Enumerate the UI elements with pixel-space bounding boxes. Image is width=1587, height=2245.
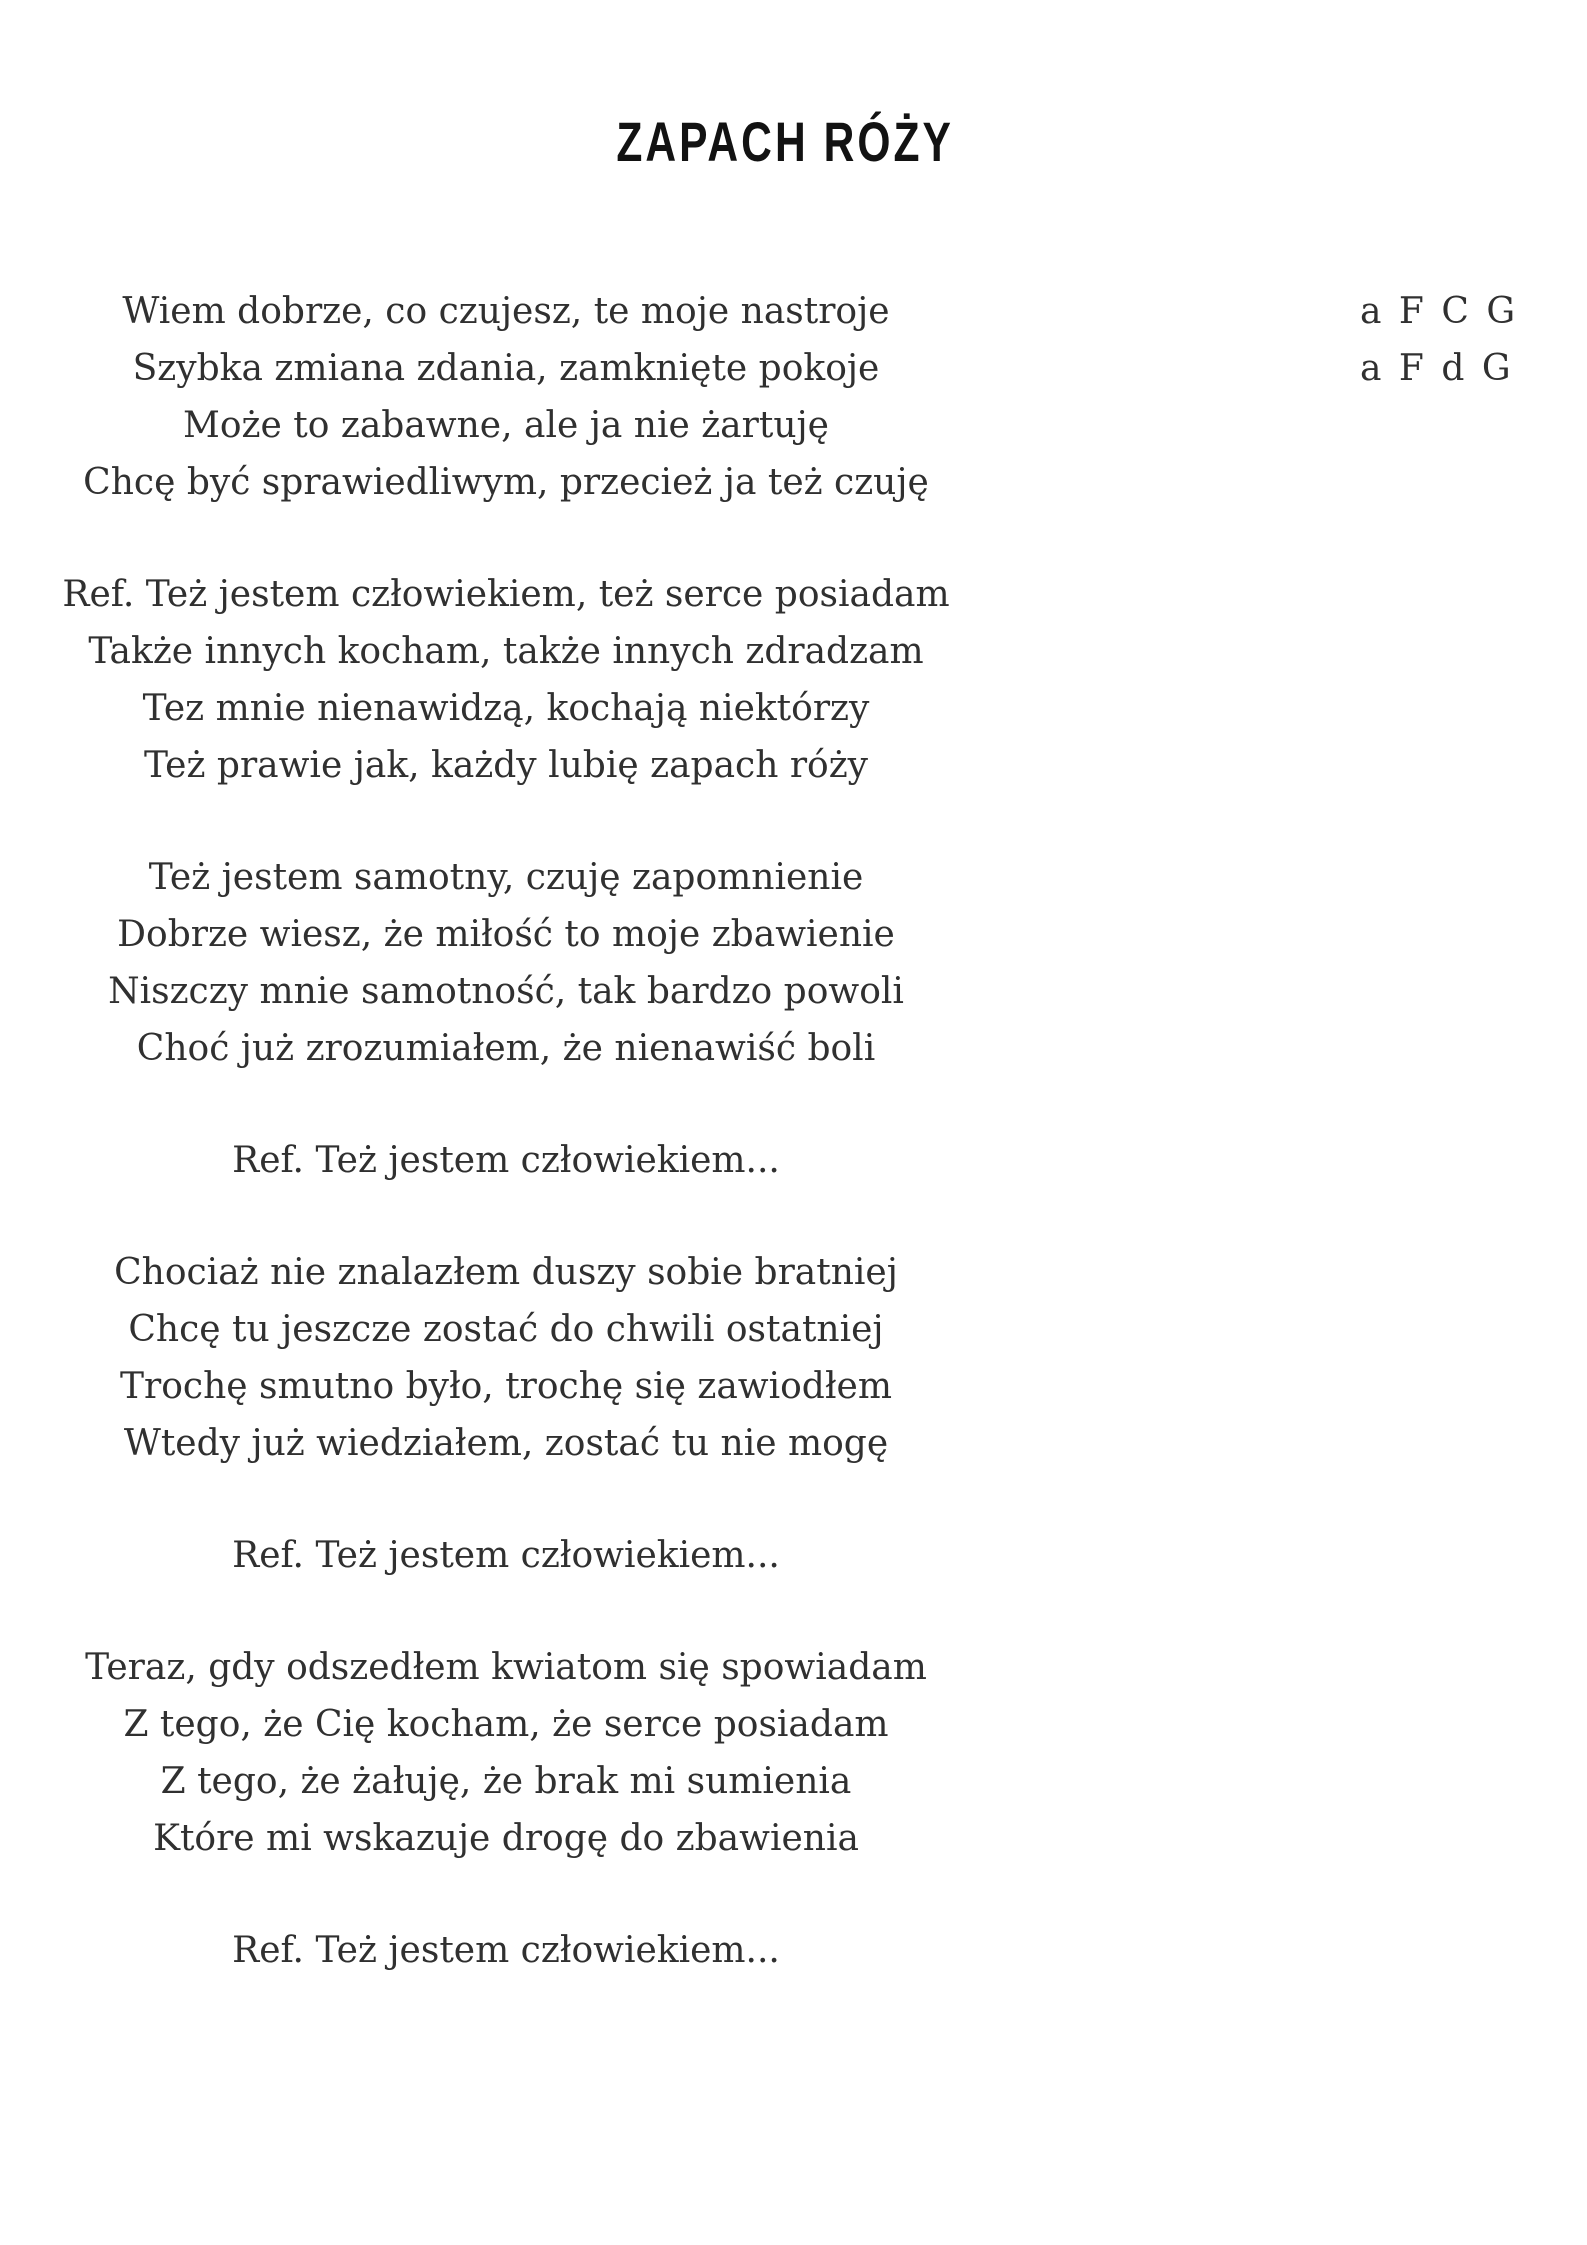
lyric-line: Ref. Też jestem człowiekiem, też serce posiadam xyxy=(62,574,950,615)
lyric-line: Wtedy już wiedziałem, zostać tu nie mogę xyxy=(123,1423,889,1464)
lyric-line: Tez mnie nienawidzą, kochają niektórzy xyxy=(142,688,870,729)
stanza-verse-3 xyxy=(0,1244,1012,1472)
lyric-line: Też prawie jak, każdy lubię zapach róży xyxy=(143,745,869,786)
chord-line: a F d G xyxy=(1360,348,1511,389)
lyric-line: Może to zabawne, ale ja nie żartuję xyxy=(183,405,829,446)
stanza-refrain-full xyxy=(0,566,1012,794)
stanza-verse-2 xyxy=(0,849,1012,1077)
song-title-text: ZAPACH RÓŻY xyxy=(616,110,954,173)
lyric-line: Wiem dobrze, co czujesz, te moje nastroje xyxy=(122,291,890,332)
lyric-line: Dobrze wiesz, że miłość to moje zbawienie xyxy=(117,914,895,955)
page-title xyxy=(0,112,1570,172)
lyric-line: Które mi wskazuje drogę do zbawienia xyxy=(153,1818,859,1859)
lyric-line: Chcę być sprawiedliwym, przecież ja też czuję xyxy=(83,462,929,503)
stanza-refrain-short-3 xyxy=(0,1922,1012,1979)
lyric-line: Chociaż nie znalazłem duszy sobie bratniej xyxy=(114,1252,898,1293)
lyric-line: Szybka zmiana zdania, zamknięte pokoje xyxy=(132,348,880,389)
lyric-line: Teraz, gdy odszedłem kwiatom się spowiadam xyxy=(85,1647,927,1688)
stanza-refrain-short-1 xyxy=(0,1132,1012,1189)
chords-column xyxy=(1360,283,1515,397)
lyric-line: Ref. Też jestem człowiekiem... xyxy=(232,1535,780,1576)
lyric-line: Choć już zrozumiałem, że nienawiść boli xyxy=(136,1028,876,1069)
lyric-line: Też jestem samotny, czuję zapomnienie xyxy=(148,857,864,898)
lyric-line: Ref. Też jestem człowiekiem... xyxy=(232,1140,780,1181)
lyric-line: Także innych kocham, także innych zdradzam xyxy=(88,631,924,672)
stanza-verse-4 xyxy=(0,1639,1012,1867)
stanza-refrain-short-2 xyxy=(0,1527,1012,1584)
chord-line: a F C G xyxy=(1360,291,1516,332)
lyric-line: Trochę smutno było, trochę się zawiodłem xyxy=(120,1366,892,1407)
lyric-line: Niszczy mnie samotność, tak bardzo powoli xyxy=(108,971,904,1012)
lyric-line: Z tego, że Cię kocham, że serce posiadam xyxy=(123,1704,889,1745)
lyric-line: Ref. Też jestem człowiekiem... xyxy=(232,1930,780,1971)
lyric-line: Z tego, że żałuję, że brak mi sumienia xyxy=(160,1761,852,1802)
lyrics-column xyxy=(0,283,1012,2034)
lyric-line: Chcę tu jeszcze zostać do chwili ostatniej xyxy=(128,1309,884,1350)
stanza-verse-1 xyxy=(0,283,1012,511)
